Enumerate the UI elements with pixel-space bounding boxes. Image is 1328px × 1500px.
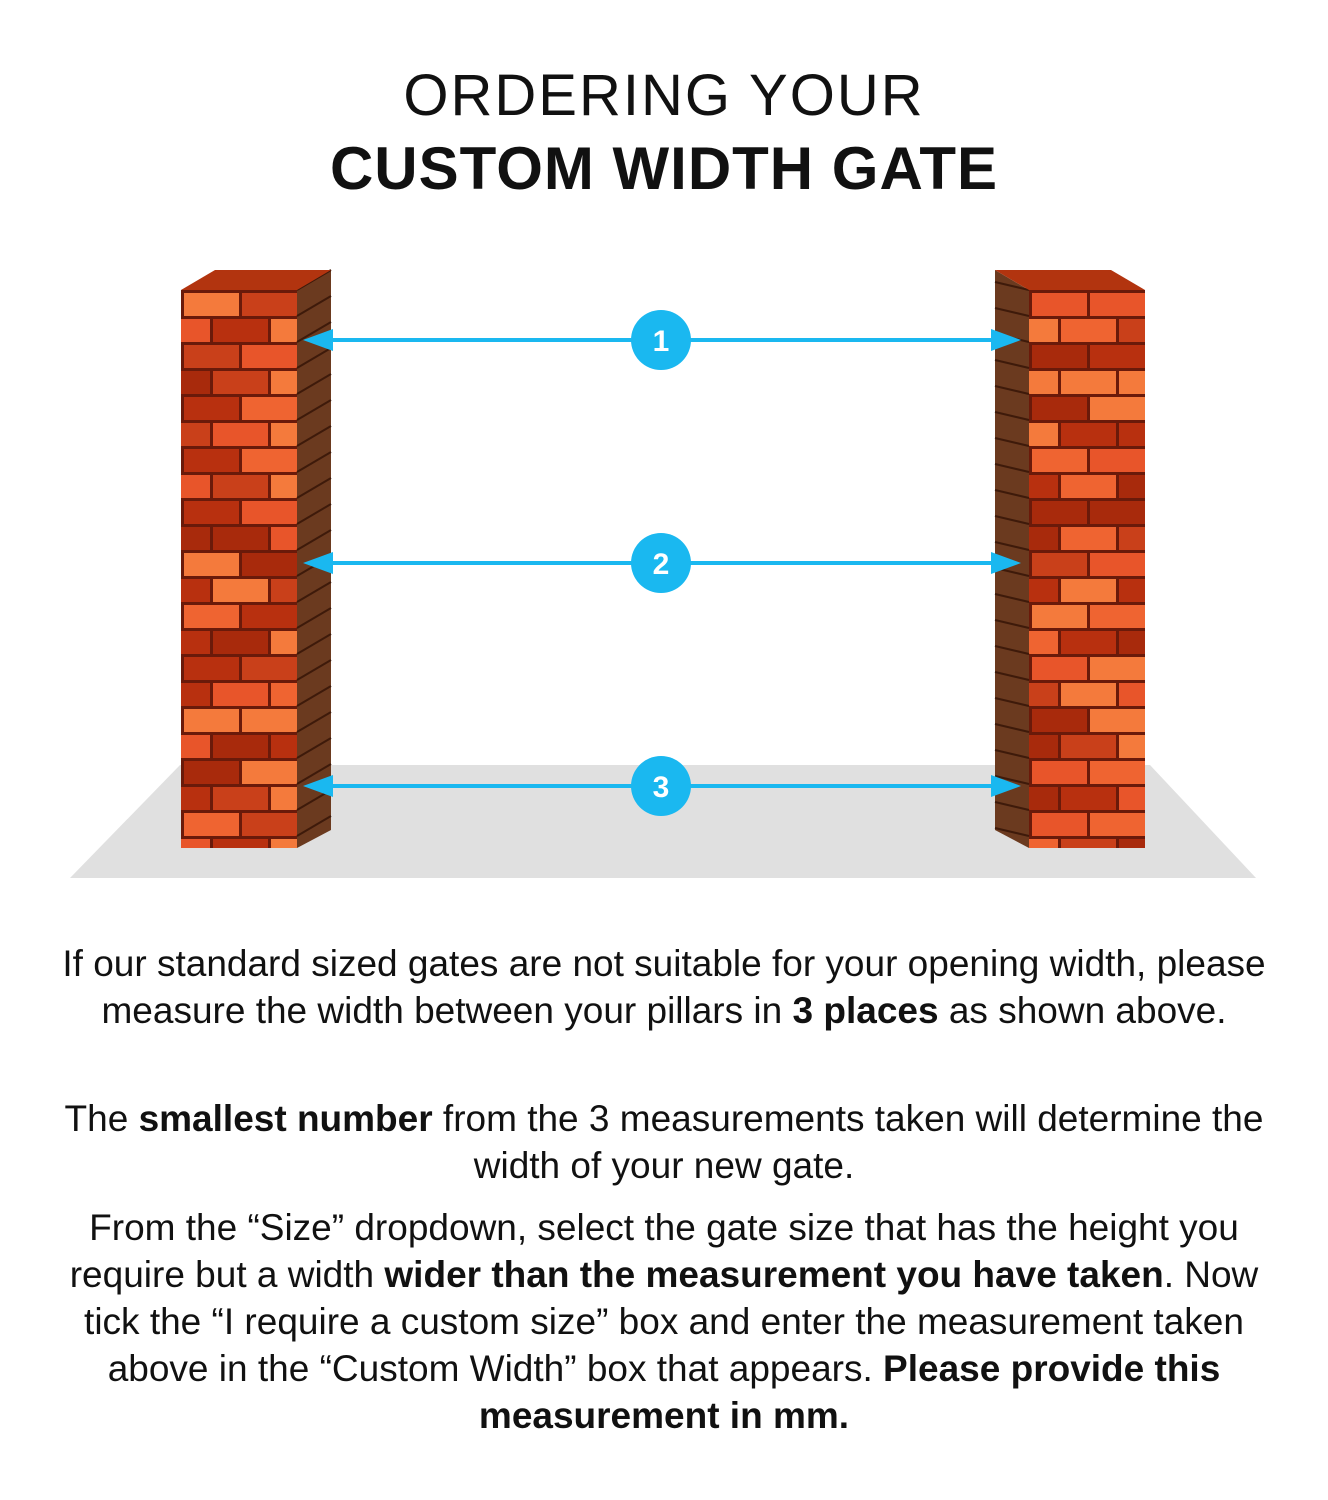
brick (1061, 579, 1116, 602)
brick (1032, 813, 1087, 836)
brick (1061, 631, 1116, 654)
brick (1032, 553, 1087, 576)
brick (1061, 787, 1116, 810)
brick (1090, 553, 1145, 576)
brick (184, 553, 239, 576)
brick (181, 319, 210, 342)
brick (181, 787, 210, 810)
brick (1090, 761, 1145, 784)
brick (213, 631, 268, 654)
brick (1119, 423, 1145, 446)
brick (184, 761, 239, 784)
brick (1090, 657, 1145, 680)
left-pillar (181, 270, 331, 848)
brick (271, 371, 297, 394)
brick (1119, 527, 1145, 550)
brick (181, 683, 210, 706)
paragraph-2 (40, 1095, 1288, 1189)
brick (271, 787, 297, 810)
brick (1032, 709, 1087, 732)
brick (184, 293, 239, 316)
brick (1032, 449, 1087, 472)
brick (1029, 839, 1058, 848)
brick (1061, 683, 1116, 706)
brick (242, 813, 297, 836)
brick (271, 527, 297, 550)
brick (184, 345, 239, 368)
brick (184, 397, 239, 420)
brick (1061, 839, 1116, 848)
brick (1119, 475, 1145, 498)
brick (1119, 683, 1145, 706)
marker-number: 3 (652, 771, 670, 804)
brick (271, 319, 297, 342)
brick (1061, 371, 1116, 394)
brick (1029, 475, 1058, 498)
brick (184, 813, 239, 836)
brick (181, 735, 210, 758)
measurement-arrow-2 (303, 533, 1021, 593)
marker-number: 1 (652, 325, 670, 358)
brick (1029, 787, 1058, 810)
brick (242, 397, 297, 420)
brick (1032, 345, 1087, 368)
bold-text: smallest number (138, 1098, 433, 1139)
brick (184, 605, 239, 628)
brick (181, 839, 210, 848)
right-pillar (995, 270, 1145, 848)
brick (242, 449, 297, 472)
text-segment: From the “Size” dropdown, select the gate size that has the height you require but a width (69, 1207, 1239, 1295)
brick (242, 501, 297, 524)
brick (1061, 735, 1116, 758)
brick (242, 293, 297, 316)
brick (271, 735, 297, 758)
brick (1090, 501, 1145, 524)
brick (184, 501, 239, 524)
brick (1119, 735, 1145, 758)
brick (1032, 761, 1087, 784)
brick (1032, 657, 1087, 680)
brick (1029, 371, 1058, 394)
brick (271, 839, 297, 848)
brick (213, 423, 268, 446)
paragraph-3 (40, 1204, 1288, 1439)
brick (1032, 397, 1087, 420)
brick (213, 787, 268, 810)
marker-number: 2 (652, 548, 670, 581)
brick (181, 475, 210, 498)
brick (181, 579, 210, 602)
bold-text: 3 places (792, 990, 939, 1031)
text-segment: from the 3 measurements taken will determine the width of your new gate. (432, 1098, 1264, 1186)
brick (242, 605, 297, 628)
bold-text: Please provide this measurement in mm. (478, 1348, 1221, 1436)
brick (1029, 527, 1058, 550)
brick (242, 345, 297, 368)
brick (213, 319, 268, 342)
measurement-arrow-1 (303, 310, 1021, 370)
brick (1029, 631, 1058, 654)
brick (1061, 319, 1116, 342)
brick (1119, 371, 1145, 394)
brick (271, 579, 297, 602)
brick (213, 527, 268, 550)
paragraph-1 (40, 940, 1288, 1034)
brick (213, 839, 268, 848)
brick (1032, 605, 1087, 628)
brick (271, 475, 297, 498)
brick (1119, 579, 1145, 602)
brick (1090, 605, 1145, 628)
brick (1119, 787, 1145, 810)
brick (1119, 631, 1145, 654)
brick (1090, 709, 1145, 732)
brick (213, 371, 268, 394)
text-segment: . Now tick the “I require a custom size” box and enter the measurement taken above in the “Custom Width” box that appears. (84, 1254, 1259, 1389)
brick (1119, 319, 1145, 342)
brick (1029, 423, 1058, 446)
brick (181, 371, 210, 394)
brick (213, 735, 268, 758)
brick (271, 683, 297, 706)
title-line-2: CUSTOM WIDTH GATE (329, 135, 999, 202)
brick (184, 709, 239, 732)
brick (1061, 423, 1116, 446)
brick (181, 631, 210, 654)
brick (1029, 579, 1058, 602)
brick (1061, 475, 1116, 498)
brick (1090, 449, 1145, 472)
brick (1032, 501, 1087, 524)
brick (242, 761, 297, 784)
brick (242, 709, 297, 732)
brick (184, 657, 239, 680)
brick (213, 683, 268, 706)
brick (181, 527, 210, 550)
brick (181, 423, 210, 446)
brick (1119, 839, 1145, 848)
brick (1090, 397, 1145, 420)
text-segment: as shown above. (938, 990, 1227, 1031)
brick (1061, 527, 1116, 550)
brick (271, 423, 297, 446)
brick (1029, 683, 1058, 706)
brick (1090, 813, 1145, 836)
brick (1029, 735, 1058, 758)
text-segment: The (64, 1098, 139, 1139)
brick (1090, 345, 1145, 368)
bold-text: wider than the measurement you have taken (384, 1254, 1164, 1295)
brick (1090, 293, 1145, 316)
brick (1032, 293, 1087, 316)
brick (184, 449, 239, 472)
brick (271, 631, 297, 654)
title-line-1: ORDERING YOUR (403, 63, 925, 128)
brick (213, 579, 268, 602)
text-segment: If our standard sized gates are not suitable for your opening width, please measure the width between your pillars in (62, 943, 1266, 1031)
brick (242, 657, 297, 680)
brick (1029, 319, 1058, 342)
brick (242, 553, 297, 576)
brick (213, 475, 268, 498)
